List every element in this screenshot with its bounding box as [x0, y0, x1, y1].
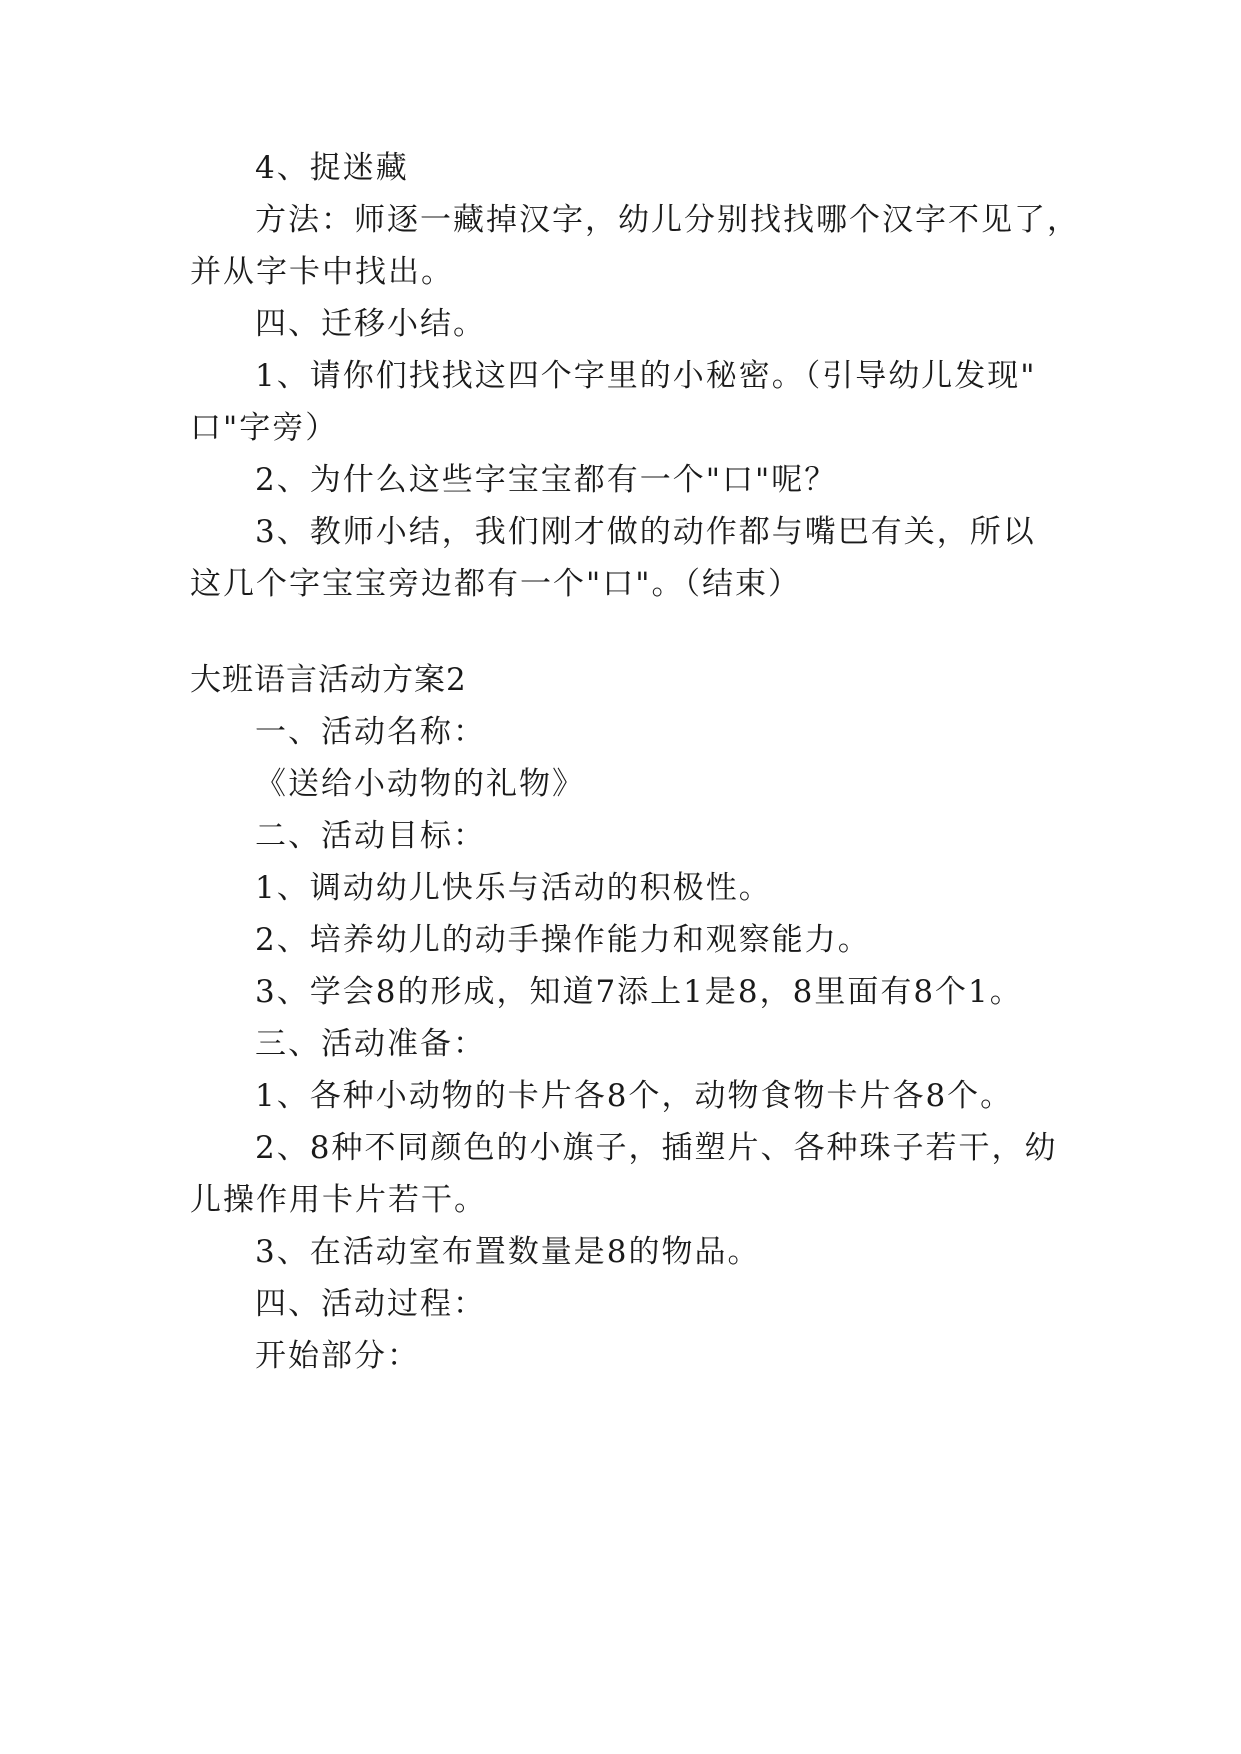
- goal-item-2: 2、培养幼儿的动手操作能力和观察能力。: [255, 922, 871, 958]
- summary-item-1-line-2: 口"字旁）: [190, 410, 339, 446]
- summary-item-3-line-1: 3、教师小结，我们刚才做的动作都与嘴巴有关，所以: [255, 514, 1036, 550]
- summary-item-1-line-1: 1、请你们找找这四个字里的小秘密。（引导幼儿发现": [255, 358, 1037, 394]
- method-paragraph-line-2: 并从字卡中找出。: [190, 254, 454, 290]
- goal-item-1: 1、调动幼儿快乐与活动的积极性。: [255, 870, 772, 906]
- item-hide-and-seek: 4、捉迷藏: [255, 150, 409, 186]
- section-heading-summary: 四、迁移小结。: [255, 306, 486, 342]
- preparation-item-1: 1、各种小动物的卡片各8个，动物食物卡片各8个。: [255, 1078, 1014, 1114]
- preparation-item-2-line-2: 儿操作用卡片若干。: [190, 1182, 487, 1218]
- section-heading-preparation: 三、活动准备：: [255, 1026, 486, 1062]
- activity-name: 《送给小动物的礼物》: [255, 766, 585, 802]
- preparation-item-3: 3、在活动室布置数量是8的物品。: [255, 1234, 761, 1270]
- summary-item-2: 2、为什么这些字宝宝都有一个"口"呢？: [255, 462, 838, 498]
- section-heading-activity-name: 一、活动名称：: [255, 714, 486, 750]
- plan-title: 大班语言活动方案2: [190, 662, 467, 698]
- section-heading-process: 四、活动过程：: [255, 1286, 486, 1322]
- goal-item-3: 3、学会8的形成，知道7添上1是8，8里面有8个1。: [255, 974, 1023, 1010]
- section-heading-goals: 二、活动目标：: [255, 818, 486, 854]
- preparation-item-2-line-1: 2、8种不同颜色的小旗子，插塑片、各种珠子若干，幼: [255, 1130, 1058, 1166]
- process-start-part: 开始部分：: [255, 1338, 420, 1374]
- method-paragraph-line-1: 方法：师逐一藏掉汉字，幼儿分别找找哪个汉字不见了，: [255, 202, 1080, 238]
- summary-item-3-line-2: 这几个字宝宝旁边都有一个"口"。（结束）: [190, 566, 802, 602]
